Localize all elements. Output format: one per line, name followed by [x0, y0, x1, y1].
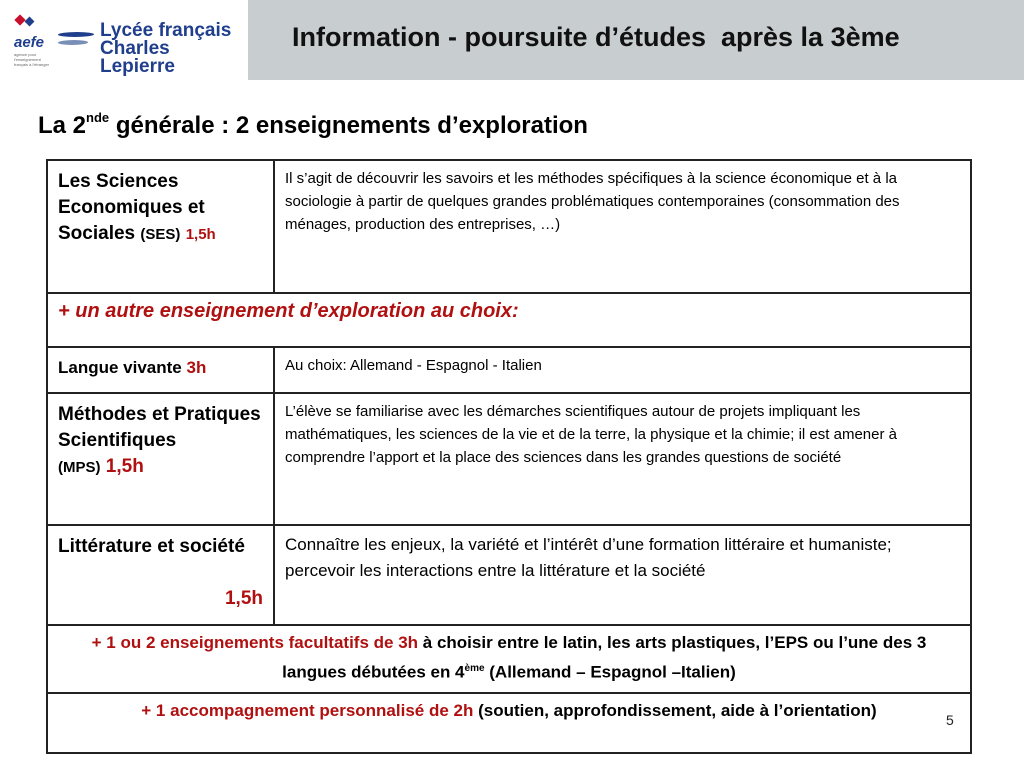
- subtitle-rest: générale : 2 enseignements d’exploration: [109, 112, 588, 139]
- subtitle-prefix: La 2: [38, 112, 87, 139]
- page-number: 5: [946, 712, 954, 728]
- langue-label-cell: [47, 347, 274, 393]
- table-row-facultatifs: [47, 625, 971, 693]
- table-row-ses: [47, 160, 971, 293]
- ses-abbr: (SES): [140, 226, 181, 243]
- choice-row-text: + un autre enseignement d’exploration au choix:: [47, 293, 971, 347]
- table-row-accompagnement: [47, 693, 971, 753]
- ses-hours: 1,5h: [185, 226, 216, 243]
- aefe-diamond-red-icon: [14, 14, 25, 25]
- aefe-logo: [14, 14, 56, 72]
- accompagnement-cell: [47, 693, 971, 753]
- ses-description: Il s’agit de découvrir les savoirs et les méthodes spécifiques à la science économique et à la sociologie à partir de quelques grandes problématiques contemporaines (consommation des ménages, production des entreprises, …): [274, 160, 971, 293]
- langue-description: Au choix: Allemand - Espagnol - Italien: [274, 347, 971, 393]
- school-name-line1: Lycée français: [100, 20, 232, 41]
- mps-description: L’élève se familiarise avec les démarches scientifiques autour de projets impliquant les mathématiques, les sciences de la vie et de la terre, la physique et la chimie; il est amener à comprendre l’apport et la place des sciences dans les grandes questions de société: [274, 393, 971, 525]
- table-row-mps: [47, 393, 971, 525]
- accompagnement-red: + 1 accompagnement personnalisé de 2h: [141, 701, 474, 720]
- mps-label-cell: [47, 393, 274, 525]
- logo-area: [0, 0, 248, 80]
- page-title: Information - poursuite d’études après la 3ème: [292, 22, 900, 52]
- table-row-choice: [47, 293, 971, 347]
- facultatifs-red: + 1 ou 2 enseignements facultatifs de 3h: [91, 633, 419, 652]
- mps-hours: 1,5h: [105, 456, 144, 477]
- mps-abbr: (MPS): [58, 459, 101, 476]
- exploration-table: [46, 159, 972, 754]
- school-wave-icon: [58, 28, 98, 52]
- ses-label: Les Sciences Economiques et Sociales: [58, 171, 205, 244]
- litt-label-cell: [47, 525, 274, 625]
- table-row-langue: [47, 347, 971, 393]
- school-name-line2: Charles Lepierre: [100, 38, 175, 77]
- table-row-litterature: [47, 525, 971, 625]
- litt-hours: 1,5h: [224, 588, 263, 609]
- accompagnement-rest: (soutien, approfondissement, aide à l’orientation): [473, 701, 877, 720]
- facultatifs-rest2: (Allemand – Espagnol –Italien): [484, 662, 736, 682]
- mps-label: Méthodes et Pratiques Scientifiques: [58, 404, 261, 451]
- school-logo-text: [100, 22, 248, 76]
- aefe-logo-name: aefe: [14, 34, 45, 51]
- langue-label: Langue vivante: [58, 358, 182, 377]
- facultatifs-sup: ème: [464, 663, 485, 674]
- facultatifs-rest1: à choisir entre le latin, les arts plastiques, l’EPS ou l’une des 3 langues débutées en 4: [282, 633, 927, 682]
- aefe-diamond-blue-icon: [25, 17, 35, 27]
- section-subtitle: [38, 112, 588, 140]
- litt-description: Connaître les enjeux, la variété et l’intérêt d’une formation littéraire et humaniste; percevoir les interactions entre la littérature et la société: [274, 525, 971, 625]
- litt-label: Littérature et société: [58, 536, 245, 557]
- langue-hours: 3h: [186, 358, 207, 377]
- aefe-logo-tagline: agence pour l'enseignement français à l'étranger: [14, 52, 50, 67]
- facultatifs-cell: [47, 625, 971, 693]
- subtitle-sup: nde: [86, 110, 110, 125]
- ses-label-cell: [47, 160, 274, 293]
